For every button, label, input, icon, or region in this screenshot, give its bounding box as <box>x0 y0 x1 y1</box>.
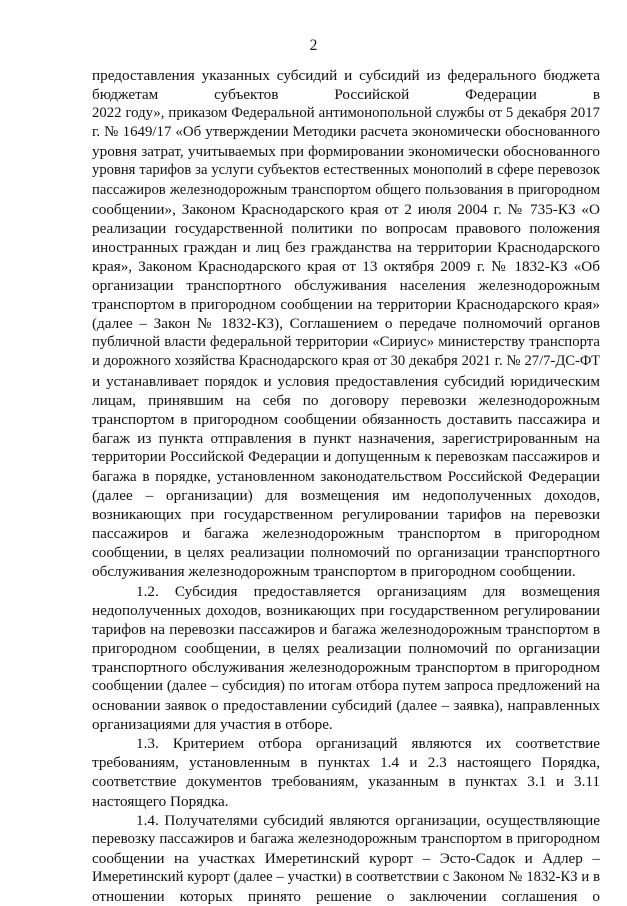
text-line: иностранных граждан и лиц без гражданства на территории Краснодарского <box>92 238 600 256</box>
text-line: 1.2. Субсидия предоставляется организациям для возмещения <box>136 582 600 600</box>
text-line: обслуживания железнодорожным транспортом в пригородном сообщении. <box>92 563 576 581</box>
text-line: бюджетам субъектов Российской Федерации в <box>92 86 600 104</box>
text-line: (далее – организации) для возмещения им недополученных доходов, <box>92 487 600 505</box>
text-line: основании заявок о предоставлении субсидий (далее – заявка), направленных <box>92 697 600 715</box>
text-line: и устанавливает порядок и условия предоставления субсидий юридическим <box>92 372 600 390</box>
text-line: и дорожного хозяйства Краснодарского края от 30 декабря 2021 г. № 27/7-ДС-ФТ <box>92 353 600 370</box>
text-line: (далее – Закон № 1832-КЗ), Соглашением о передаче полномочий органов <box>92 315 600 333</box>
text-line: предоставления указанных субсидий и субсидий из федерального бюджета <box>92 67 600 84</box>
paragraph-1-2 <box>92 582 600 735</box>
text-line: организации транспортного обслуживания населения железнодорожным <box>92 277 600 295</box>
text-line: багажа в порядке, установленном законодательством Российской Федерации <box>92 467 600 485</box>
paragraph-1-4 <box>92 811 600 906</box>
text-line: 1.4. Получателями субсидий являются организации, осуществляющие <box>136 811 600 829</box>
paragraph-intro <box>92 66 600 582</box>
text-line: уровня затрат, учитываемых при формировании экономически обоснованного <box>92 143 600 161</box>
text-line: перевозку пассажиров и багажа железнодорожным транспортом в пригородном <box>92 830 600 847</box>
text-line: края», Законом Краснодарского края от 13 октября 2009 г. № 1832-КЗ «Об <box>92 257 600 275</box>
text-line: организациями для участия в отборе. <box>92 716 333 734</box>
text-line: сообщении (далее – субсидия) по итогам отбора путем запроса предложений на <box>92 678 600 694</box>
text-line: публичной власти федеральной территории «Сириус» министерству транспорта <box>92 334 600 351</box>
text-line: г. № 1649/17 «Об утверждении Методики расчета экономически обоснованного <box>92 124 600 141</box>
text-line: отношении которых принято решение о заключении соглашения о <box>92 888 600 906</box>
text-line: багаж из пункта отправления в пункт назначения, зарегистрированным на <box>92 429 600 447</box>
text-line: тарифов на перевозки пассажиров и багажа железнодорожным транспортом в <box>92 620 600 638</box>
text-line: возникающих при государственном регулировании тарифов на перевозки <box>92 506 600 524</box>
text-line: территории Российской Федерации и допущенным к перевозкам пассажиров и <box>92 448 600 465</box>
paragraph-1-3 <box>92 734 600 810</box>
text-line: транспортного обслуживания железнодорожным транспортом в пригородном <box>92 658 600 676</box>
text-line: сообщении на участках Имеретинский курорт – Эсто-Садок и Адлер – <box>92 849 600 867</box>
text-line: лицам, принявшим на себя по договору перевозки железнодорожным <box>92 391 600 409</box>
text-line: сообщении, в целях реализации полномочий по организации транспортного <box>92 544 600 562</box>
text-line: требованиям, установленным в пунктах 1.4 и 2.3 настоящего Порядка, <box>92 754 600 772</box>
text-line: пассажиров железнодорожным транспортом общего пользования в пригородном <box>92 181 600 198</box>
text-line: настоящего Порядка. <box>92 792 229 810</box>
text-line: транспортом в пригородном сообщении обязанность доставить пассажира и <box>92 410 600 428</box>
text-line: соответствие документов требованиям, указанным в пунктах 3.1 и 3.11 <box>92 773 600 791</box>
text-line: уровня тарифов за услуги субъектов естественных монополий в сфере перевозок <box>92 162 600 179</box>
text-line: недополученных доходов, возникающих при государственном регулировании <box>92 601 600 619</box>
page-number: 2 <box>309 37 318 54</box>
text-line: 2022 году», приказом Федеральной антимонопольной службы от 5 декабря 2017 <box>92 105 600 122</box>
body-text <box>92 66 600 906</box>
text-line: транспортом в пригородном сообщении на территории Краснодарского края» <box>92 296 600 314</box>
text-line: реализации государственной политики по вопросам правового положения <box>92 219 600 237</box>
text-line: пригородном сообщении, в целях реализации полномочий по организации <box>92 639 600 657</box>
text-line: сообщении», Законом Краснодарского края от 2 июля 2004 г. № 735-КЗ «О <box>92 200 600 218</box>
text-line: пассажиров и багажа железнодорожным транспортом в пригородном <box>92 525 600 543</box>
text-line: 1.3. Критерием отбора организаций являются их соответствие <box>136 735 600 753</box>
text-line: Имеретинский курорт (далее – участки) в соответствии с Законом № 1832-КЗ и в <box>92 868 600 885</box>
